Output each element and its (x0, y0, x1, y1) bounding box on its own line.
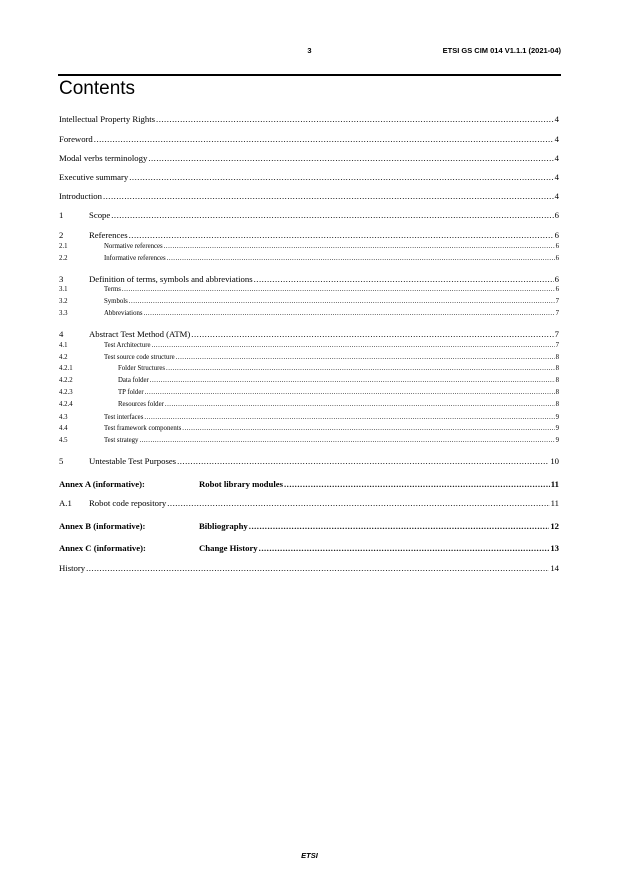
toc-entry[interactable] (59, 415, 559, 422)
toc-entry[interactable] (59, 330, 559, 339)
toc-entry-title: Terms (104, 286, 121, 293)
toc-leader-dots (129, 299, 555, 306)
toc-entry[interactable] (59, 378, 559, 385)
toc-leader-dots (139, 438, 554, 445)
toc-entry-page: 13 (550, 543, 559, 553)
toc-entry[interactable] (59, 544, 559, 553)
toc-entry[interactable] (59, 438, 559, 445)
toc-entry[interactable] (59, 211, 559, 220)
toc-entry-number: 4.2.2 (59, 377, 73, 384)
toc-entry-title: Normative references (104, 243, 163, 250)
toc-entry-number: Annex A (informative): (59, 479, 145, 489)
toc-entry-number: 2 (59, 230, 64, 240)
toc-leader-dots (152, 343, 555, 350)
toc-entry-page: 12 (550, 521, 559, 531)
toc-entry[interactable] (59, 366, 559, 373)
toc-entry-page: 11 (550, 498, 559, 508)
toc-entry-page: 7 (555, 310, 559, 317)
toc-entry-title: Test Architecture (104, 342, 151, 349)
toc-leader-dots (167, 256, 555, 263)
toc-entry-title: Robot library modules (199, 479, 283, 489)
toc-entry-number: 3.1 (59, 286, 68, 293)
toc-leader-dots (144, 311, 555, 318)
toc-entry[interactable] (59, 499, 559, 508)
toc-entry-title: Intellectual Property Rights (59, 114, 156, 124)
toc-entry-number: 4.3 (59, 414, 68, 421)
toc-entry[interactable] (59, 402, 559, 409)
toc-entry-page: 9 (555, 414, 559, 421)
toc-entry-title: Abbreviations (104, 310, 143, 317)
toc-entry-page: 6 (555, 243, 559, 250)
toc-entry[interactable] (59, 287, 559, 294)
toc-leader-dots (129, 231, 554, 240)
toc-leader-dots (177, 457, 549, 466)
toc-entry-title: Symbols (104, 298, 128, 305)
toc-leader-dots (166, 366, 555, 373)
toc-entry-page: 8 (555, 354, 559, 361)
toc-entry[interactable] (59, 426, 559, 433)
toc-entry-number: 4.2.3 (59, 389, 73, 396)
toc-entry-number: Annex C (informative): (59, 543, 146, 553)
toc-leader-dots (167, 499, 549, 508)
toc-entry-title: Test framework components (104, 425, 182, 432)
toc-entry-number: 4.1 (59, 342, 68, 349)
toc-entry-title: Test strategy (104, 437, 139, 444)
toc-entry-page: 8 (555, 389, 559, 396)
toc-entry-number: 4.5 (59, 437, 68, 444)
toc-entry-title: TP folder (118, 389, 144, 396)
toc-entry-number: 4.2.1 (59, 365, 73, 372)
toc-entry-number: 5 (59, 456, 64, 466)
toc-leader-dots (164, 244, 555, 251)
toc-leader-dots (145, 390, 555, 397)
toc-entry-title: History (59, 563, 86, 573)
toc-entry[interactable] (59, 564, 559, 573)
toc-leader-dots (176, 355, 555, 362)
toc-entry-number: Annex B (informative): (59, 521, 146, 531)
toc-entry-number: 3.3 (59, 310, 68, 317)
toc-entry-page: 8 (555, 365, 559, 372)
toc-entry-title: Definition of terms, symbols and abbreviations (89, 274, 253, 284)
document-title: ETSI GS CIM 014 V1.1.1 (2021-04) (442, 46, 561, 55)
toc-entry[interactable] (59, 390, 559, 397)
toc-entry-number: 2.1 (59, 243, 68, 250)
toc-leader-dots (148, 154, 553, 163)
toc-leader-dots (144, 415, 554, 422)
toc-entry-page: 6 (554, 274, 559, 284)
toc-entry-page: 8 (555, 401, 559, 408)
toc-entry-page: 6 (555, 255, 559, 262)
toc-entry-title: Abstract Test Method (ATM) (89, 329, 191, 339)
toc-entry[interactable] (59, 256, 559, 263)
toc-entry-page: 9 (555, 437, 559, 444)
toc-leader-dots (150, 378, 555, 385)
toc-entry-number: 4 (59, 329, 64, 339)
toc-entry-title: Informative references (104, 255, 166, 262)
toc-entry-page: 6 (554, 210, 559, 220)
toc-entry[interactable] (59, 522, 559, 531)
toc-entry-title: Change History (199, 543, 258, 553)
toc-entry-page: 11 (550, 479, 559, 489)
toc-entry-number: 4.4 (59, 425, 68, 432)
toc-entry[interactable] (59, 275, 559, 284)
toc-leader-dots (94, 135, 554, 144)
toc-entry[interactable] (59, 355, 559, 362)
toc-entry-title: Foreword (59, 134, 93, 144)
toc-entry-page: 10 (550, 456, 559, 466)
contents-heading: Contents (59, 78, 136, 99)
toc-entry-page: 9 (555, 425, 559, 432)
toc-entry-page: 6 (555, 286, 559, 293)
toc-entry[interactable] (59, 115, 559, 124)
toc-leader-dots (284, 480, 550, 489)
toc-entry-title: Scope (89, 210, 111, 220)
toc-entry-page: 7 (554, 329, 559, 339)
toc-entry-page: 7 (555, 342, 559, 349)
toc-leader-dots (249, 522, 550, 531)
toc-entry-number: 2.2 (59, 255, 68, 262)
toc-leader-dots (86, 564, 549, 573)
toc-leader-dots (129, 173, 553, 182)
toc-entry-title: Test interfaces (104, 414, 144, 421)
toc-entry-page: 8 (555, 377, 559, 384)
toc-entry-page: 14 (550, 563, 559, 573)
toc-entry-title: Folder Structures (118, 365, 166, 372)
toc-entry[interactable] (59, 154, 559, 163)
toc-entry[interactable] (59, 135, 559, 144)
toc-entry-title: Modal verbs terminology (59, 153, 148, 163)
toc-leader-dots (103, 192, 554, 201)
toc-leader-dots (191, 330, 553, 339)
toc-entry[interactable] (59, 299, 559, 306)
toc-entry[interactable] (59, 480, 559, 489)
toc-entry[interactable] (59, 192, 559, 201)
toc-entry[interactable] (59, 457, 559, 466)
toc-entry[interactable] (59, 231, 559, 240)
toc-entry-page: 7 (555, 298, 559, 305)
toc-entry[interactable] (59, 173, 559, 182)
footer-etsi: ETSI (301, 851, 318, 860)
toc-entry-number: 1 (59, 210, 64, 220)
toc-entry-title: Data folder (118, 377, 149, 384)
toc-entry-page: 4 (554, 114, 559, 124)
toc-leader-dots (165, 402, 555, 409)
header-rule (58, 74, 561, 76)
toc-entry-title: References (89, 230, 128, 240)
toc-entry-title: Test source code structure (104, 354, 175, 361)
toc-entry-title: Executive summary (59, 172, 129, 182)
toc-entry-page: 4 (554, 191, 559, 201)
toc-entry-number: 4.2 (59, 354, 68, 361)
toc-entry-number: 4.2.4 (59, 401, 73, 408)
page-number: 3 (307, 46, 312, 55)
toc-entry[interactable] (59, 311, 559, 318)
toc-entry-title: Resources folder (118, 401, 164, 408)
toc-entry-page: 4 (554, 153, 559, 163)
toc-leader-dots (122, 287, 555, 294)
toc-entry-number: A.1 (59, 498, 72, 508)
toc-entry[interactable] (59, 244, 559, 251)
toc-entry-title: Robot code repository (89, 498, 167, 508)
toc-entry-title: Introduction (59, 191, 102, 201)
toc-entry-number: 3 (59, 274, 64, 284)
toc-leader-dots (156, 115, 554, 124)
toc-entry-page: 4 (554, 134, 559, 144)
toc-entry-title: Bibliography (199, 521, 248, 531)
toc-entry[interactable] (59, 343, 559, 350)
toc-leader-dots (182, 426, 554, 433)
toc-leader-dots (254, 275, 554, 284)
toc-entry-title: Untestable Test Purposes (89, 456, 177, 466)
toc-leader-dots (259, 544, 550, 553)
toc-leader-dots (111, 211, 553, 220)
toc-entry-number: 3.2 (59, 298, 68, 305)
toc-entry-page: 4 (554, 172, 559, 182)
toc-entry-page: 6 (554, 230, 559, 240)
